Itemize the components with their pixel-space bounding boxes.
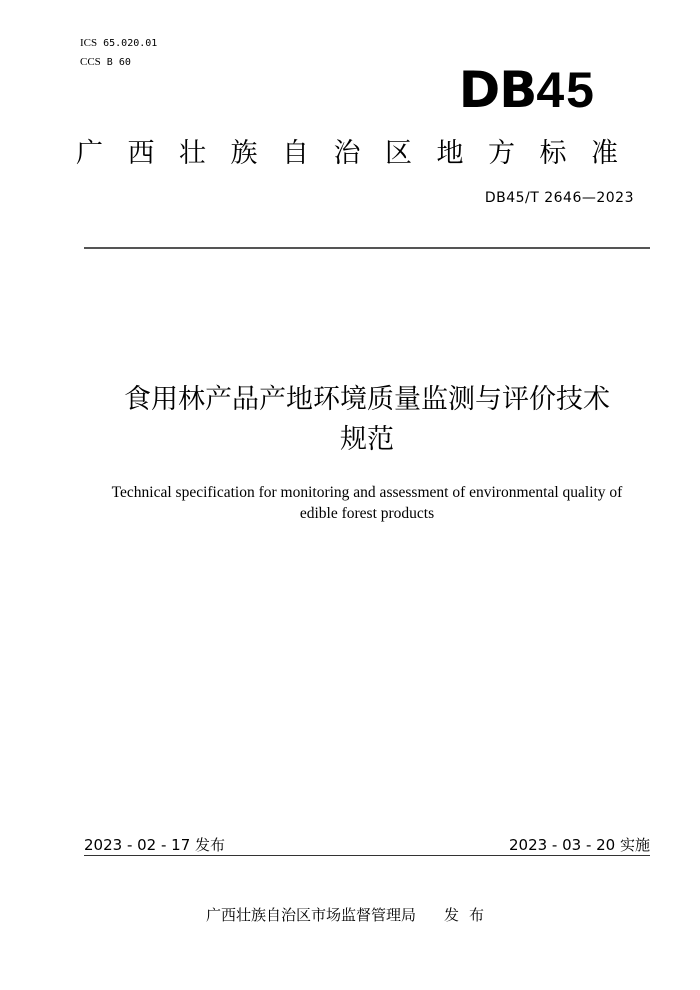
- issue-date: 2023 - 02 - 17 发布: [84, 836, 226, 854]
- top-divider: [84, 247, 650, 249]
- title-line-2: 规范: [340, 424, 394, 455]
- classification-codes: [80, 34, 157, 72]
- ics-value: 65.020.01: [103, 38, 158, 49]
- english-title-line-1: Technical specification for monitoring and assessment of environmental quality of: [111, 484, 623, 501]
- issuer-action: 发布: [444, 906, 495, 924]
- standard-type-title: 广西壮族自治区地方标准: [76, 138, 643, 169]
- bottom-divider: [84, 855, 650, 856]
- ccs-code: [80, 53, 157, 72]
- document-title: [84, 380, 650, 460]
- ccs-value: B 60: [106, 57, 131, 68]
- ccs-label: CCS: [80, 56, 101, 68]
- title-line-1: 食用林产品产地环境质量监测与评价技术: [124, 384, 610, 415]
- standard-number: DB45/T 2646—2023: [484, 190, 634, 206]
- issuer-name: 广西壮族自治区市场监督管理局: [205, 906, 416, 924]
- english-title: [84, 482, 650, 524]
- issuer-line: [0, 904, 700, 925]
- ics-label: ICS: [80, 37, 98, 49]
- implementation-date: 2023 - 03 - 20 实施: [508, 836, 650, 854]
- db45-logo: [459, 62, 596, 118]
- logo-prefix: DB: [458, 61, 537, 119]
- logo-number: 45: [536, 62, 596, 118]
- english-title-line-2: edible forest products: [299, 505, 435, 522]
- ics-code: [80, 34, 157, 53]
